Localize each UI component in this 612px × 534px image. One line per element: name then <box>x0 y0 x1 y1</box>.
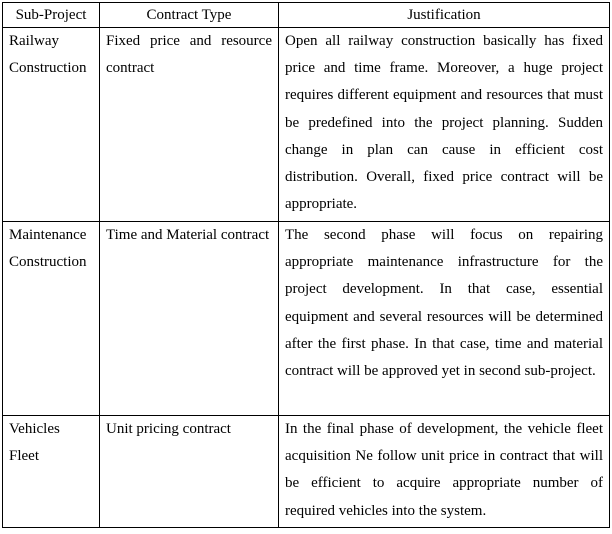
cell-justification <box>279 416 610 528</box>
cell-sub-project <box>3 416 100 528</box>
contract-type-table <box>2 2 610 528</box>
header-contract-type: Contract Type <box>100 3 279 28</box>
table-row <box>3 28 610 222</box>
contract-type-text: Time and Material contract <box>106 227 270 243</box>
table-row <box>3 222 610 416</box>
contract-type-text: Fixed price and resource contract <box>106 33 272 77</box>
cell-contract-type <box>100 28 279 222</box>
table-row <box>3 416 610 528</box>
header-justification: Justification <box>279 3 610 28</box>
sub-project-text: Vehicles Fleet <box>9 421 60 465</box>
cell-sub-project <box>3 28 100 222</box>
header-sub-project: Sub-Project <box>3 3 100 28</box>
cell-justification <box>279 222 610 416</box>
justification-text: In the final phase of development, the vehicle fleet acquisition Ne follow unit price in contract that will be efficient to acquire appropriate number of required vehicles into the system. <box>285 421 603 519</box>
justification-text: Open all railway construction basically has fixed price and time frame. Moreover, a huge project requires different equipment and resources that must be predefined into the project planning. Sudden change in plan can cause in efficient cost distribution. Overall, fixed price contract will be appropriate. <box>285 33 603 213</box>
cell-justification <box>279 28 610 222</box>
sub-project-text: Maintenance Construction <box>9 227 87 271</box>
cell-contract-type <box>100 416 279 528</box>
cell-contract-type <box>100 222 279 416</box>
sub-project-text: Railway Construction <box>9 33 87 77</box>
table-header-row <box>3 3 610 28</box>
cell-sub-project <box>3 222 100 416</box>
contract-type-text: Unit pricing contract <box>106 421 231 437</box>
justification-text: The second phase will focus on repairing appropriate maintenance infrastructure for the project development. In that case, essential equipment and several resources will be determined after the first phase. In that case, time and material contract will be approved yet in second sub-project. <box>285 227 603 380</box>
